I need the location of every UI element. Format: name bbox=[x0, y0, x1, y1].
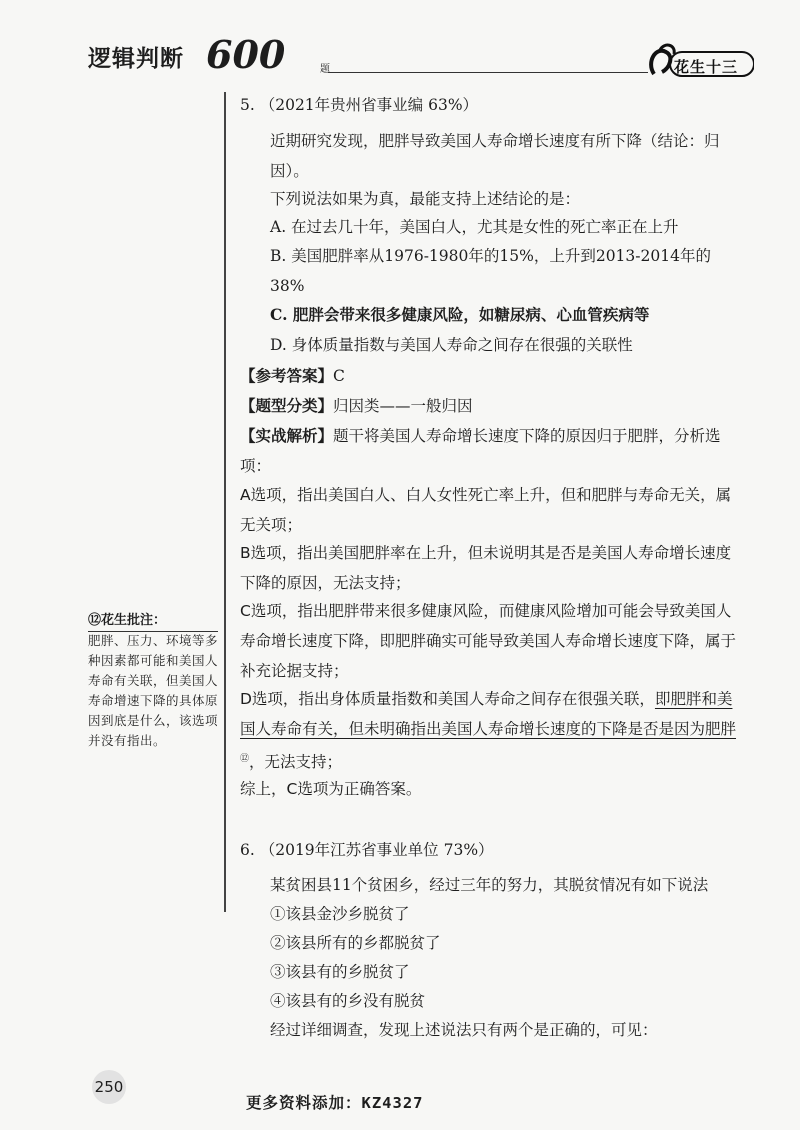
option-a: A. 在过去几十年，美国白人，尤其是女性的死亡率正在上升 bbox=[270, 218, 679, 236]
conclusion: 综上，C选项为正确答案。 bbox=[240, 780, 422, 798]
statement-2: ②该县所有的乡都脱贫了 bbox=[270, 934, 441, 952]
question-6-stem: 某贫困县11个贫困乡，经过三年的努力，其脱贫情况有如下说法 bbox=[270, 876, 709, 894]
option-d: D. 身体质量指数与美国人寿命之间存在很强的关联性 bbox=[270, 336, 633, 354]
margin-note-title: ⑫花生批注： bbox=[88, 613, 167, 628]
analysis-b: B选项，指出美国肥胖率在上升，但未说明其是否是美国人寿命增长速度下降的原因，无法支持； bbox=[240, 544, 732, 592]
footnote-marker: ⑫ bbox=[240, 754, 250, 764]
analysis-intro-text: 题干将美国人寿命增长速度下降的原因归于肥胖，分析选项： bbox=[240, 427, 721, 475]
question-type bbox=[240, 391, 740, 421]
footer-contact: 更多资料添加：KZ4327 bbox=[246, 1094, 424, 1112]
question-5-heading: 5. （2021年贵州省事业编 63%） bbox=[240, 96, 479, 114]
analysis-d bbox=[240, 684, 740, 777]
book-title: 逻辑判断 bbox=[88, 46, 184, 72]
reference-answer bbox=[240, 361, 740, 391]
statement-3: ③该县有的乡脱贫了 bbox=[270, 963, 410, 981]
analysis-a: A选项，指出美国白人、白人女性死亡率上升，但和肥胖与寿命无关，属无关项； bbox=[240, 486, 732, 534]
brand-name: 花生十三 bbox=[674, 58, 739, 76]
margin-note-text: 肥胖、压力、环境等多种因素都可能和美国人寿命有关联，但美国人寿命增速下降的具体原因到底是什么，该选项并没有指出。 bbox=[88, 633, 219, 748]
type-value: 归因类——一般归因 bbox=[333, 397, 473, 415]
analysis-d-post: ，无法支持； bbox=[249, 753, 343, 772]
book-number: 600 bbox=[206, 32, 286, 77]
running-header bbox=[88, 32, 768, 88]
answer-value: C bbox=[333, 367, 345, 385]
brand bbox=[644, 42, 754, 82]
book-suffix: 题 bbox=[320, 64, 330, 75]
margin-note-rule bbox=[88, 631, 218, 632]
option-b: B. 美国肥胖率从1976-1980年的15%，上升到2013-2014年的38% bbox=[270, 247, 711, 295]
header-rule bbox=[328, 72, 648, 73]
question-5-prompt: 下列说法如果为真，最能支持上述结论的是： bbox=[270, 190, 581, 208]
question-5-stem: 近期研究发现，肥胖导致美国人寿命增长速度有所下降（结论：归因）。 bbox=[270, 132, 720, 180]
answer-tag: 【参考答案】 bbox=[240, 366, 334, 385]
margin-note bbox=[88, 611, 218, 751]
question-6-heading: 6. （2019年江苏省事业单位 73%） bbox=[240, 841, 494, 859]
analysis-c: C选项，指出肥胖带来很多健康风险，而健康风险增加可能会导致美国人寿命增长速度下降，即肥胖确实可能导致美国人寿命增长速度下降，属于补充论据支持； bbox=[240, 602, 737, 680]
type-tag: 【题型分类】 bbox=[240, 397, 334, 415]
analysis-tag: 【实战解析】 bbox=[240, 427, 334, 445]
question-6-tail: 经过详细调查，发现上述说法只有两个是正确的，可见： bbox=[270, 1021, 658, 1039]
statement-1: ①该县金沙乡脱贫了 bbox=[270, 905, 410, 923]
page-number: 250 bbox=[92, 1070, 126, 1104]
margin-divider bbox=[224, 92, 226, 912]
analysis-d-pre: D选项，指出身体质量指数和美国人寿命之间存在很强关联， bbox=[240, 690, 655, 708]
analysis-intro bbox=[240, 421, 740, 481]
analysis-d-underlined: 即肥胖和美国人寿命有关，但未明确指出美国人寿命增长速度的下降是否是因为肥胖 bbox=[240, 690, 737, 738]
option-c: C. 肥胖会带来很多健康风险，如糖尿病、心血管疾病等 bbox=[270, 305, 650, 324]
statement-4: ④该县有的乡没有脱贫 bbox=[270, 992, 426, 1010]
